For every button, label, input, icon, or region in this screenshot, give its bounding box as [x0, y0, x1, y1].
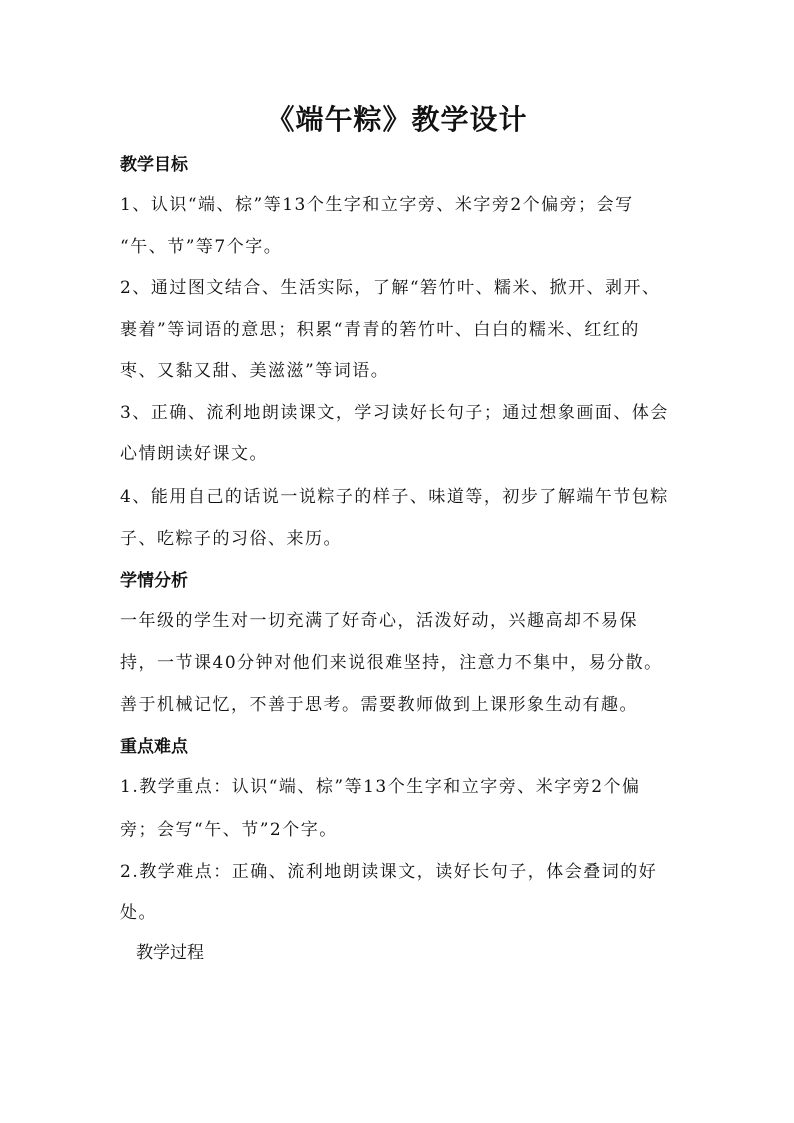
goals-line: 4、能用自己的话说一说粽子的样子、味道等，初步了解端午节包粽: [120, 487, 669, 507]
keypoints-line: 2.教学难点：正确、流利地朗读课文，读好长句子，体会叠词的好: [120, 862, 658, 882]
section-heading-process: 教学过程: [136, 943, 204, 963]
keypoints-line: 处。: [120, 903, 157, 923]
goals-line: 2、通过图文结合、生活实际，了解“箬竹叶、糯米、掀开、剥开、: [120, 278, 661, 298]
keypoints-line: 旁；会写“午、节”2个字。: [120, 820, 338, 840]
analysis-line: 一年级的学生对一切充满了好奇心，活泼好动，兴趣高却不易保: [120, 611, 638, 631]
goals-line: 枣、又黏又甜、美滋滋”等词语。: [120, 361, 390, 381]
analysis-line: 持，一节课40分钟对他们来说很难坚持，注意力不集中，易分散。: [120, 653, 663, 673]
goals-line: 1、认识“端、棕”等13个生字和立字旁、米字旁2个偏旁；会写: [120, 195, 634, 215]
keypoints-line: 1.教学重点：认识“端、棕”等13个生字和立字旁、米字旁2个偏: [120, 777, 641, 797]
section-heading-analysis: 学情分析: [120, 571, 188, 591]
goals-line: 子、吃粽子的习俗、来历。: [120, 529, 342, 549]
goals-line: “午、节”等7个字。: [120, 237, 283, 257]
analysis-line: 善于机械记忆，不善于思考。需要教师做到上课形象生动有趣。: [120, 695, 638, 715]
goals-line: 裹着”等词语的意思；积累“青青的箬竹叶、白白的糯米、红红的: [120, 320, 640, 340]
goals-line: 3、正确、流利地朗读课文，学习读好长句子；通过想象画面、体会: [120, 403, 669, 423]
section-heading-goals: 教学目标: [120, 155, 188, 175]
goals-line: 心情朗读好课文。: [120, 444, 268, 464]
document-title: 《端午粽》教学设计: [266, 103, 528, 136]
section-heading-keypoints: 重点难点: [120, 737, 188, 757]
